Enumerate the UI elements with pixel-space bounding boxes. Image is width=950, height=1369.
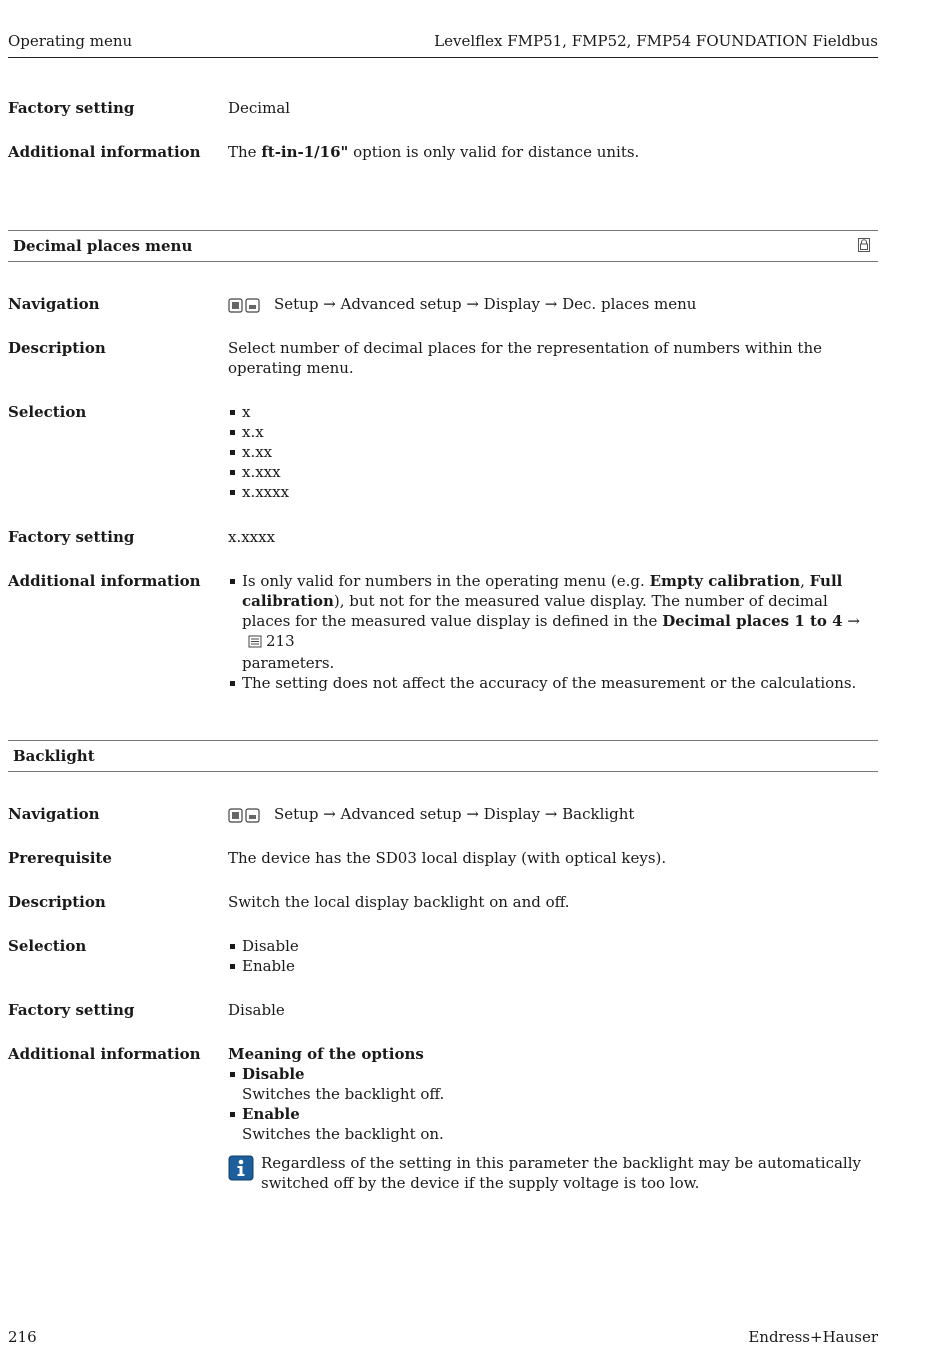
- running-header-title: Levelflex FMP51, FMP52, FMP54 FOUNDATION Fieldbus: [434, 32, 878, 50]
- options-heading: Meaning of the options: [228, 1045, 424, 1063]
- navigation-path: [228, 294, 868, 315]
- navigation-path-text: Setup → Advanced setup → Display → Backlight: [274, 805, 635, 823]
- description-text: Select number of decimal places for the representation of numbers within the operating menu.: [228, 339, 823, 377]
- info-note-text: Regardless of the setting in this parameter the backlight may be automatically switched off by the device if the supply voltage is too low.: [261, 1154, 861, 1192]
- list-item: x.xx: [228, 442, 868, 462]
- section-header-decimal-places-menu: [8, 230, 878, 262]
- header-rule: [8, 57, 878, 58]
- selection-list: [228, 402, 868, 502]
- factory-setting-value: Decimal: [228, 99, 291, 117]
- factory-setting-value: Disable: [228, 1001, 285, 1019]
- navigation-label: Navigation: [8, 295, 100, 313]
- list-item: Disable: [228, 936, 868, 956]
- navigation-label: Navigation: [8, 805, 100, 823]
- additional-information-label: Additional information: [8, 143, 201, 161]
- info-icon: [228, 1155, 254, 1181]
- list-item: x.xxxx: [228, 482, 868, 502]
- selection-list: [228, 936, 868, 976]
- section-header-backlight: [8, 740, 878, 772]
- factory-setting-value: x.xxxx: [228, 528, 276, 546]
- page-reference-icon: [248, 633, 262, 653]
- additional-information-text: The ft-in-1/16" option is only valid for distance units.: [228, 143, 640, 161]
- list-item: Enable Switches the backlight on.: [228, 1104, 868, 1144]
- section-title: Decimal places menu: [13, 237, 193, 255]
- list-item: Is only valid for numbers in the operating menu (e.g. Empty calibration, Full calibration), but not for the measured value display. The number of decimal places for the measured value display is defined in the Decimal places 1 to 4 → 213 parameters.: [228, 571, 868, 673]
- additional-information-list: [228, 571, 868, 693]
- description-label: Description: [8, 339, 106, 357]
- section-title: Backlight: [13, 747, 95, 765]
- footer-brand: Endress+Hauser: [748, 1328, 878, 1346]
- navigation-path-text: Setup → Advanced setup → Display → Dec. places menu: [274, 295, 697, 313]
- selection-label: Selection: [8, 937, 87, 955]
- list-item: The setting does not affect the accuracy of the measurement or the calculations.: [228, 673, 868, 693]
- operating-keys-icon: [228, 295, 262, 315]
- additional-information-label: Additional information: [8, 1045, 201, 1063]
- additional-information-content: [228, 1044, 868, 1144]
- factory-setting-label: Factory setting: [8, 528, 135, 546]
- additional-information-label: Additional information: [8, 572, 201, 590]
- list-item: Disable Switches the backlight off.: [228, 1064, 868, 1104]
- factory-setting-label: Factory setting: [8, 99, 135, 117]
- page-number: 216: [8, 1328, 37, 1346]
- page-reference: 213: [266, 632, 295, 650]
- selection-label: Selection: [8, 403, 87, 421]
- prerequisite-text: The device has the SD03 local display (with optical keys).: [228, 849, 667, 867]
- navigation-path: [228, 804, 868, 825]
- description-text: Switch the local display backlight on and off.: [228, 893, 570, 911]
- operating-keys-icon: [228, 805, 262, 825]
- factory-setting-label: Factory setting: [8, 1001, 135, 1019]
- prerequisite-label: Prerequisite: [8, 849, 112, 867]
- list-item: x.x: [228, 422, 868, 442]
- running-header-section: Operating menu: [8, 32, 133, 50]
- list-item: x: [228, 402, 868, 422]
- description-label: Description: [8, 893, 106, 911]
- list-item: Enable: [228, 956, 868, 976]
- list-item: x.xxx: [228, 462, 868, 482]
- lock-icon: [858, 237, 870, 251]
